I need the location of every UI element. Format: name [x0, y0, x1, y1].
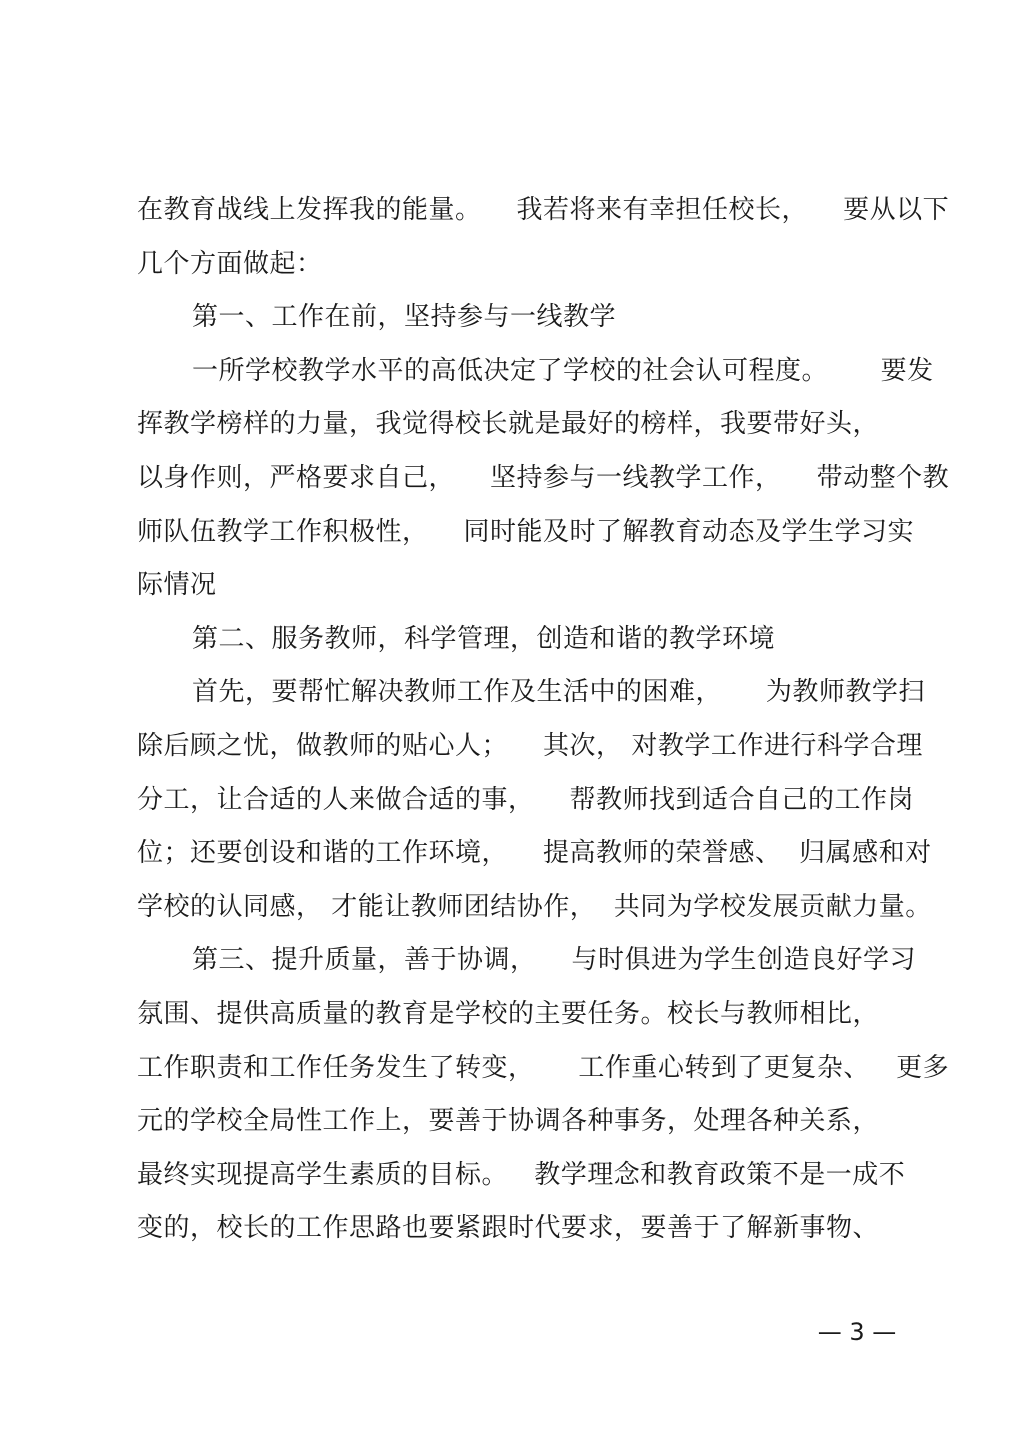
- text-line: 首先，要帮忙解决教师工作及生活中的困难， 为教师教学扫: [192, 677, 925, 708]
- page-number: — 3 —: [817, 1318, 897, 1346]
- section-heading-1: 第一、工作在前，坚持参与一线教学: [192, 302, 617, 333]
- text-line: 几个方面做起：: [137, 248, 323, 279]
- section-heading-2: 第二、服务教师，科学管理，创造和谐的教学环境: [192, 623, 776, 654]
- text-line: 除后顾之忧，做教师的贴心人； 其次， 对教学工作进行科学合理: [137, 730, 923, 761]
- text-line: 位；还要创设和谐的工作环境， 提高教师的荣誉感、 归属感和对: [137, 838, 932, 869]
- document-body: [137, 184, 950, 1256]
- text-line: 分工，让合适的人来做合适的事， 帮教师找到适合自己的工作岗: [137, 784, 915, 815]
- text-line: 挥教学榜样的力量，我觉得校长就是最好的榜样，我要带好头，: [137, 409, 880, 440]
- text-line: 最终实现提高学生素质的目标。 教学理念和教育政策不是一成不: [137, 1159, 906, 1190]
- text-line: 元的学校全局性工作上，要善于协调各种事务，处理各种关系，: [137, 1106, 880, 1137]
- text-line: 工作职责和工作任务发生了转变， 工作重心转到了更复杂、 更多: [137, 1052, 950, 1083]
- text-line: 际情况: [137, 570, 217, 601]
- text-line: 学校的认同感， 才能让教师团结协作， 共同为学校发展贡献力量。: [137, 891, 932, 922]
- text-line: 师队伍教学工作积极性， 同时能及时了解教育动态及学生学习实: [137, 516, 915, 547]
- text-line: 以身作则，严格要求自己， 坚持参与一线教学工作， 带动整个教: [137, 462, 950, 493]
- text-line: 变的，校长的工作思路也要紧跟时代要求，要善于了解新事物、: [137, 1213, 880, 1244]
- text-line: 氛围、提供高质量的教育是学校的主要任务。校长与教师相比，: [137, 998, 880, 1029]
- section-heading-3: 第三、提升质量，善于协调， 与时俱进为学生创造良好学习: [192, 945, 917, 976]
- text-line: 一所学校教学水平的高低决定了学校的社会认可程度。 要发: [192, 355, 934, 386]
- text-line: 在教育战线上发挥我的能量。 我若将来有幸担任校长， 要从以下: [137, 195, 950, 225]
